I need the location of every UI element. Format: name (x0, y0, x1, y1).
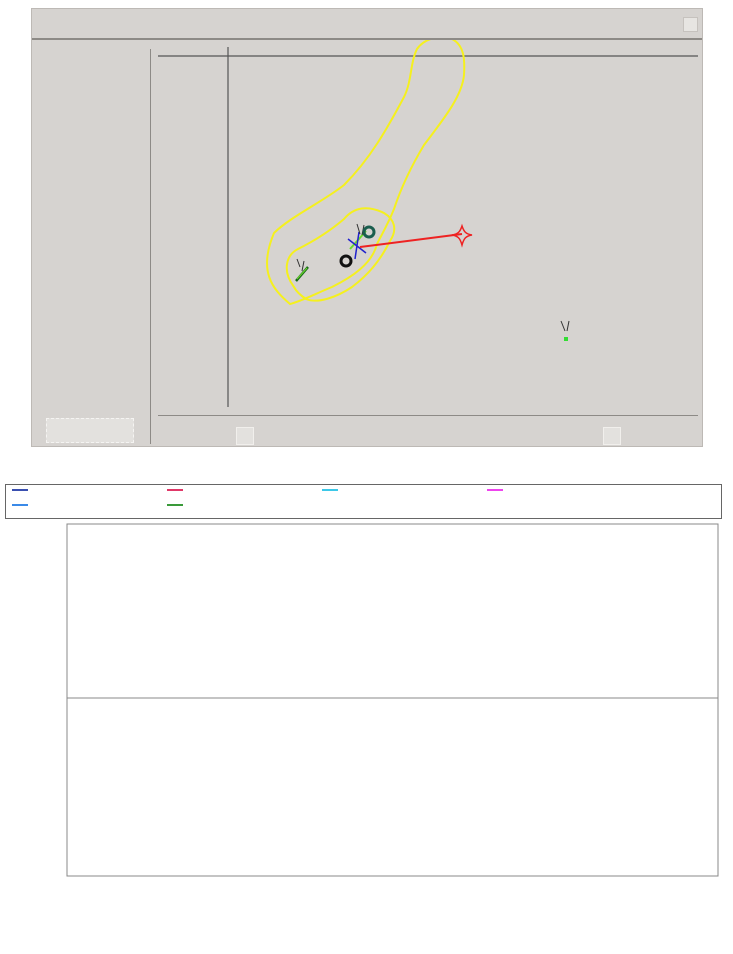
gyro-plot-area (67, 698, 718, 876)
chart-legend (5, 484, 722, 519)
displacement-plot-area (67, 524, 718, 698)
flight-history-track-inner (287, 208, 395, 300)
legend-swatch (12, 489, 28, 491)
time-series-chart (0, 520, 733, 920)
flight-history-track (267, 40, 464, 304)
close-button[interactable] (46, 418, 134, 443)
legend-item[interactable] (167, 489, 188, 491)
zoom-out-button[interactable] (236, 427, 254, 445)
legend-swatch (12, 504, 28, 506)
legend-swatch (487, 489, 503, 491)
legend-item[interactable] (12, 504, 33, 506)
zoom-in-button[interactable] (603, 427, 621, 445)
legend-item[interactable] (167, 504, 188, 506)
options-panel (32, 40, 150, 448)
maximize-button[interactable] (683, 17, 698, 32)
legend-swatch (167, 489, 183, 491)
waypoint-diamond (452, 226, 472, 245)
landing-marker (364, 227, 374, 237)
legend-item[interactable] (322, 489, 343, 491)
legend-swatch (167, 504, 183, 506)
map-window (31, 8, 703, 447)
legend-item[interactable] (487, 489, 508, 491)
title-bar (32, 9, 702, 40)
legend-item[interactable] (12, 489, 33, 491)
map-bottom-divider (158, 415, 698, 416)
legend-swatch (322, 489, 338, 491)
map-canvas[interactable] (151, 40, 704, 412)
takeoff-marker (341, 256, 351, 266)
